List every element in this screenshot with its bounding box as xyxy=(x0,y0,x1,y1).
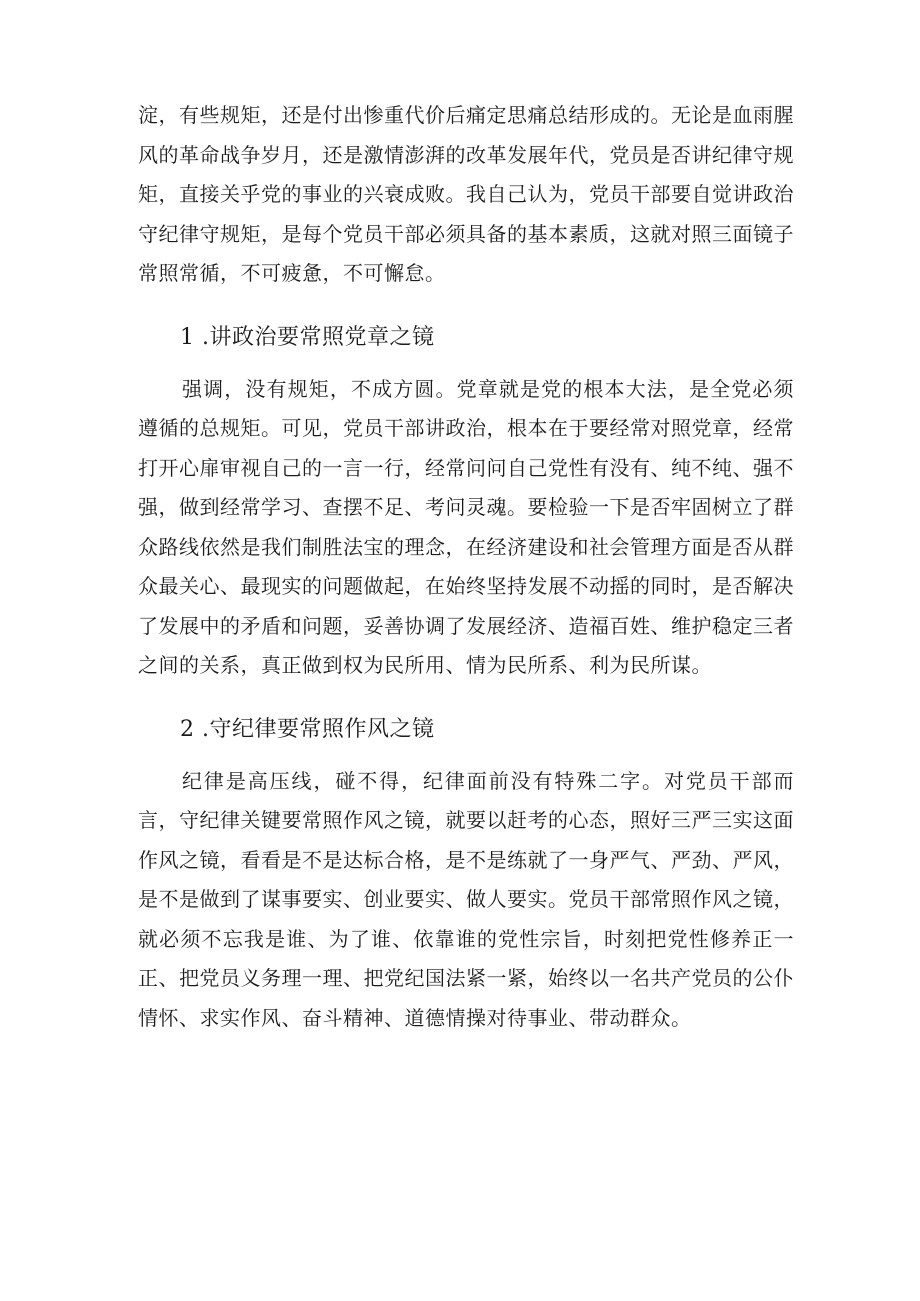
section-heading-2: 2 .守纪律要常照作风之镜 xyxy=(180,716,435,742)
document-page xyxy=(138,96,794,1038)
intro-paragraph: 淀，有些规矩，还是付出惨重代价后痛定思痛总结形成的。无论是血雨腥风的革命战争岁月，还是激情澎湃的改革发展年代，党员是否讲纪律守规矩，直接关乎党的事业的兴衰成败。我自己认为，党员干部要自觉讲政治守纪律守规矩，是每个党员干部必须具备的基本素质，这就对照三面镜子常照常循，不可疲惫，不可懈怠。 xyxy=(138,103,794,285)
section-heading-1: 1 .讲政治要常照党章之镜 xyxy=(180,324,435,350)
section-paragraph-2: 纪律是高压线，碰不得，纪律面前没有特殊二字。对党员干部而言，守纪律关键要常照作风之镜，就要以赶考的心态，照好三严三实这面作风之镜，看看是不是达标合格，是不是练就了一身严气、严劲、严风，是不是做到了谋事要实、创业要实、做人要实。党员干部常照作风之镜，就必须不忘我是谁、为了谁、依靠谁的党性宗旨，时刻把党性修养正一正、把党员义务理一理、把党纪国法紧一紧，始终以一名共产党员的公仆情怀、求实作风、奋斗精神、道德情操对待事业、带动群众。 xyxy=(138,768,794,1030)
section-paragraph-1: 强调，没有规矩，不成方圆。党章就是党的根本大法，是全党必须遵循的总规矩。可见，党员干部讲政治，根本在于要经常对照党章，经常打开心扉审视自己的一言一行，经常问问自己党性有没有、纯不纯、强不强，做到经常学习、查摆不足、考问灵魂。要检验一下是否牢固树立了群众路线依然是我们制胜法宝的理念，在经济建设和社会管理方面是否从群众最关心、最现实的问题做起，在始终坚持发展不动摇的同时，是否解决了发展中的矛盾和问题，妥善协调了发展经济、造福百姓、维护稳定三者之间的关系，真正做到权为民所用、情为民所系、利为民所谋。 xyxy=(138,376,794,677)
